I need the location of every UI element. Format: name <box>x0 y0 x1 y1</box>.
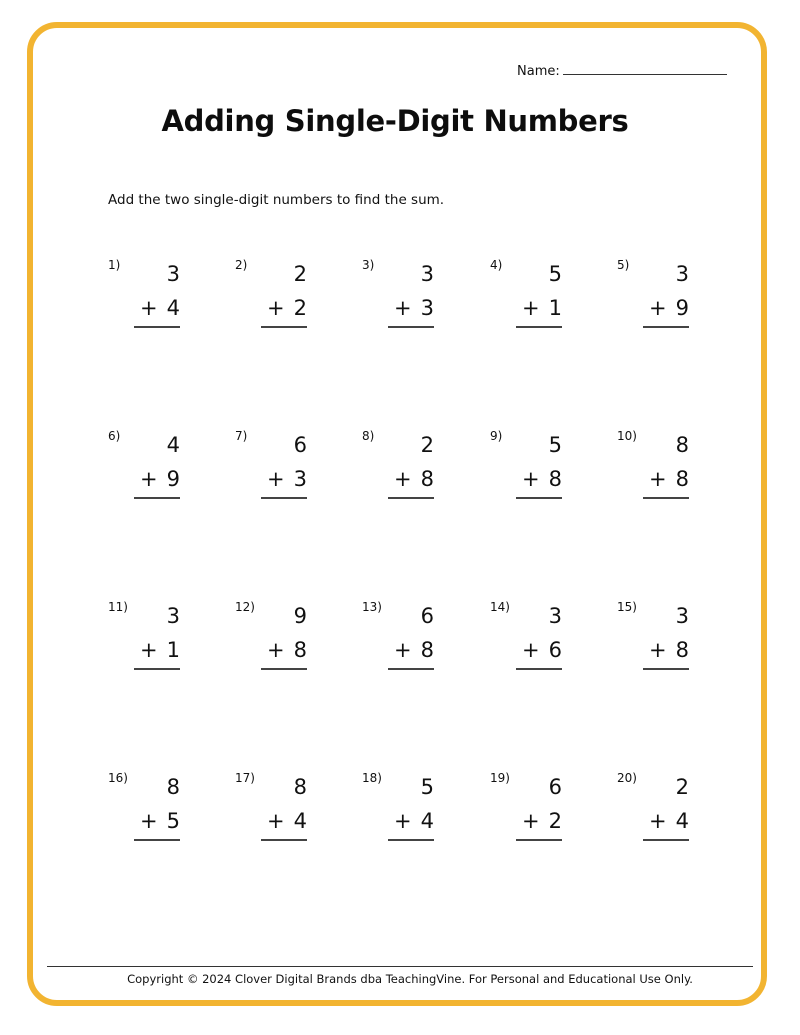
addend-row <box>390 467 434 491</box>
problem-item <box>235 258 319 338</box>
answer-line <box>388 839 434 841</box>
addend-bottom: 4 <box>420 809 434 833</box>
addend-row <box>390 809 434 833</box>
addend-bottom: 9 <box>675 296 689 320</box>
addend-row <box>518 296 562 320</box>
answer-line <box>388 668 434 670</box>
addend-top: 6 <box>293 433 307 457</box>
addend-row <box>645 809 689 833</box>
addend-row <box>390 296 434 320</box>
plus-sign: + <box>267 638 285 662</box>
answer-line <box>261 668 307 670</box>
addend-bottom: 2 <box>293 296 307 320</box>
problem-number: 5) <box>617 258 630 272</box>
addend-row <box>263 296 307 320</box>
answer-line <box>134 497 180 499</box>
name-label: Name: <box>517 64 560 79</box>
addend-row <box>645 638 689 662</box>
problem-item <box>617 258 701 338</box>
addend-top: 5 <box>420 775 434 799</box>
addend-bottom: 5 <box>166 809 180 833</box>
problem-item <box>490 258 574 338</box>
answer-line <box>134 668 180 670</box>
page-border <box>27 22 767 1006</box>
plus-sign: + <box>140 809 158 833</box>
addend-row <box>263 638 307 662</box>
problem-number: 12) <box>235 600 255 614</box>
problem-number: 6) <box>108 429 121 443</box>
addend-bottom: 3 <box>293 467 307 491</box>
answer-line <box>388 326 434 328</box>
addend-row <box>518 467 562 491</box>
addend-top: 6 <box>420 604 434 628</box>
problem-item <box>362 771 446 851</box>
addend-top: 8 <box>293 775 307 799</box>
problem-number: 18) <box>362 771 382 785</box>
answer-line <box>261 497 307 499</box>
problem-item <box>617 600 701 680</box>
plus-sign: + <box>267 809 285 833</box>
addend-top: 3 <box>675 262 689 286</box>
problem-number: 14) <box>490 600 510 614</box>
addend-row <box>518 809 562 833</box>
plus-sign: + <box>649 638 667 662</box>
problem-item <box>235 600 319 680</box>
plus-sign: + <box>649 809 667 833</box>
plus-sign: + <box>522 638 540 662</box>
addend-bottom: 8 <box>675 638 689 662</box>
answer-line <box>643 668 689 670</box>
addend-top: 2 <box>293 262 307 286</box>
problem-item <box>108 600 192 680</box>
plus-sign: + <box>394 467 412 491</box>
addend-top: 3 <box>548 604 562 628</box>
instructions: Add the two single-digit numbers to find the sum. <box>108 192 445 208</box>
problem-item <box>362 258 446 338</box>
plus-sign: + <box>522 296 540 320</box>
addend-bottom: 8 <box>548 467 562 491</box>
problem-number: 11) <box>108 600 128 614</box>
problem-item <box>235 771 319 851</box>
plus-sign: + <box>267 296 285 320</box>
addend-row <box>136 296 180 320</box>
addend-bottom: 2 <box>548 809 562 833</box>
addend-row <box>390 638 434 662</box>
plus-sign: + <box>649 296 667 320</box>
addend-bottom: 9 <box>166 467 180 491</box>
addend-top: 5 <box>548 433 562 457</box>
addend-top: 4 <box>166 433 180 457</box>
problem-item <box>490 771 574 851</box>
copyright-footer: Copyright © 2024 Clover Digital Brands dba TeachingVine. For Personal and Educational Use Only. <box>127 972 693 986</box>
problem-item <box>108 429 192 509</box>
addend-top: 5 <box>548 262 562 286</box>
addend-top: 3 <box>166 262 180 286</box>
footer-divider <box>47 966 753 967</box>
plus-sign: + <box>522 809 540 833</box>
answer-line <box>388 497 434 499</box>
addend-bottom: 3 <box>420 296 434 320</box>
plus-sign: + <box>649 467 667 491</box>
addend-bottom: 8 <box>420 467 434 491</box>
addend-bottom: 4 <box>293 809 307 833</box>
answer-line <box>643 326 689 328</box>
plus-sign: + <box>394 809 412 833</box>
problem-number: 4) <box>490 258 503 272</box>
problem-number: 13) <box>362 600 382 614</box>
addend-row <box>136 467 180 491</box>
addend-bottom: 1 <box>166 638 180 662</box>
answer-line <box>134 839 180 841</box>
problem-item <box>617 771 701 851</box>
problem-item <box>362 429 446 509</box>
problem-number: 2) <box>235 258 248 272</box>
problem-number: 1) <box>108 258 121 272</box>
answer-line <box>261 326 307 328</box>
addend-top: 3 <box>420 262 434 286</box>
page-title: Adding Single-Digit Numbers <box>161 104 629 138</box>
addend-row <box>263 467 307 491</box>
plus-sign: + <box>140 638 158 662</box>
name-field[interactable] <box>517 62 727 79</box>
addend-top: 9 <box>293 604 307 628</box>
problem-number: 16) <box>108 771 128 785</box>
answer-line <box>516 668 562 670</box>
problem-number: 20) <box>617 771 637 785</box>
addend-bottom: 8 <box>420 638 434 662</box>
addend-top: 3 <box>166 604 180 628</box>
problem-item <box>490 429 574 509</box>
problem-item <box>617 429 701 509</box>
problem-number: 9) <box>490 429 503 443</box>
addend-bottom: 8 <box>293 638 307 662</box>
addend-top: 2 <box>675 775 689 799</box>
problem-number: 15) <box>617 600 637 614</box>
problem-number: 17) <box>235 771 255 785</box>
plus-sign: + <box>522 467 540 491</box>
problem-item <box>235 429 319 509</box>
answer-line <box>516 326 562 328</box>
addend-bottom: 4 <box>675 809 689 833</box>
plus-sign: + <box>394 638 412 662</box>
addend-bottom: 1 <box>548 296 562 320</box>
addend-row <box>136 809 180 833</box>
addend-top: 6 <box>548 775 562 799</box>
problem-number: 10) <box>617 429 637 443</box>
answer-line <box>261 839 307 841</box>
problem-number: 7) <box>235 429 248 443</box>
addend-top: 8 <box>675 433 689 457</box>
addend-row <box>518 638 562 662</box>
addend-top: 8 <box>166 775 180 799</box>
addend-bottom: 4 <box>166 296 180 320</box>
plus-sign: + <box>140 296 158 320</box>
answer-line <box>516 497 562 499</box>
problem-item <box>108 258 192 338</box>
plus-sign: + <box>394 296 412 320</box>
addend-top: 2 <box>420 433 434 457</box>
plus-sign: + <box>140 467 158 491</box>
answer-line <box>643 839 689 841</box>
addend-top: 3 <box>675 604 689 628</box>
addend-row <box>645 296 689 320</box>
addend-row <box>136 638 180 662</box>
answer-line <box>643 497 689 499</box>
problem-number: 8) <box>362 429 375 443</box>
addend-row <box>263 809 307 833</box>
problem-item <box>108 771 192 851</box>
problem-number: 19) <box>490 771 510 785</box>
answer-line <box>516 839 562 841</box>
addend-bottom: 8 <box>675 467 689 491</box>
answer-line <box>134 326 180 328</box>
plus-sign: + <box>267 467 285 491</box>
problem-item <box>490 600 574 680</box>
name-blank-line[interactable] <box>563 62 727 75</box>
problem-number: 3) <box>362 258 375 272</box>
problem-item <box>362 600 446 680</box>
addend-bottom: 6 <box>548 638 562 662</box>
addend-row <box>645 467 689 491</box>
